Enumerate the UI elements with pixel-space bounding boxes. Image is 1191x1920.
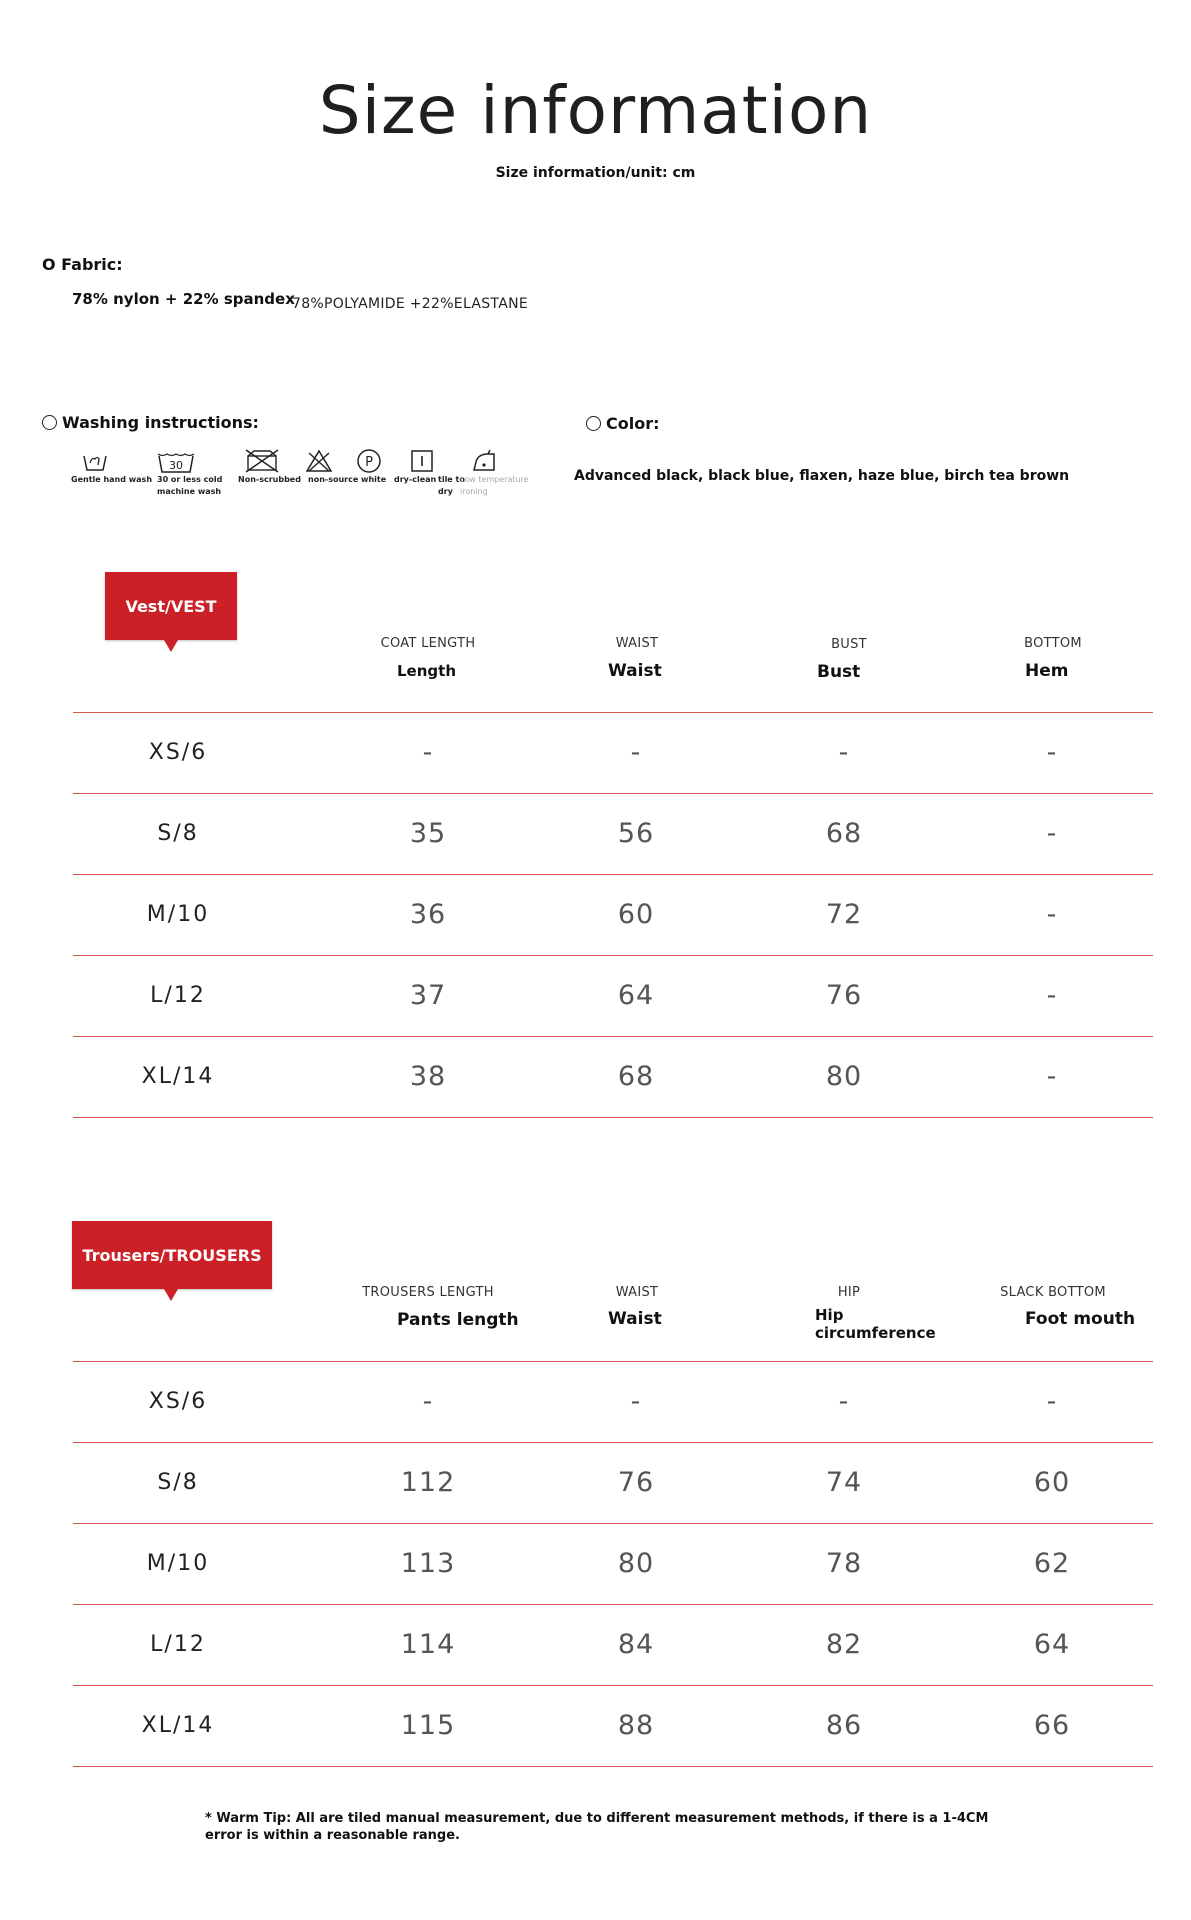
vest-col-hem-en: BOTTOM [1024,636,1082,651]
tile-dry-icon [410,449,434,473]
vest-table-row [73,1036,1153,1117]
trousers-value-cell: - [1046,1386,1058,1417]
wash-caption-no-scrub: Non-scrubbed [238,475,301,484]
vest-tag-arrow [164,640,178,652]
radio-circle-icon [42,415,57,430]
low-iron-icon [470,448,498,474]
vest-value-cell: - [1046,818,1058,849]
trousers-value-cell: 112 [400,1467,456,1498]
vest-size-cell: L/12 [150,983,206,1008]
wash-caption-machine-wash: 30 or less cold machine wash [157,475,223,496]
trousers-value-cell: 82 [825,1629,863,1660]
trousers-col-foot: Foot mouth [1025,1309,1136,1329]
trousers-tag: Trousers/TROUSERS [72,1221,272,1289]
dry-clean-p-icon [356,448,382,474]
page-title: Size information [318,72,873,149]
vest-value-cell: 64 [617,980,655,1011]
vest-value-cell: 35 [409,818,447,849]
vest-value-cell: 36 [409,899,447,930]
trousers-table-row [73,1604,1153,1685]
trousers-size-cell: L/12 [150,1632,206,1657]
no-bleach-icon [305,449,333,473]
vest-table-row [73,712,1153,793]
trousers-col-length: Pants length [397,1310,519,1330]
vest-value-cell: 76 [825,980,863,1011]
page-subtitle: Size information/unit: cm [495,165,696,181]
trousers-value-cell: 66 [1033,1710,1071,1741]
vest-value-cell: - [1046,737,1058,768]
trousers-value-cell: - [422,1386,434,1417]
vest-col-hem: Hem [1025,661,1069,681]
wash-caption-hand-wash: Gentle hand wash [71,475,153,484]
trousers-value-cell: 115 [400,1710,456,1741]
warm-tip: * Warm Tip: All are tiled manual measurement, due to different measurement methods, if there is a 1-4CM error is within a reasonable range. [205,1811,989,1843]
vest-size-cell: XS/6 [148,740,208,765]
vest-size-cell: XL/14 [141,1064,215,1089]
svg-text:P: P [365,455,373,470]
trousers-col-hip-en: HIP [837,1285,861,1300]
vest-value-cell: - [630,737,642,768]
vest-value-cell: - [422,737,434,768]
wash-caption-no-bleach: non-source white [308,475,387,484]
trousers-value-cell: 60 [1033,1467,1071,1498]
trousers-col-waist-en: WAIST [615,1285,659,1300]
vest-value-cell: 72 [825,899,863,930]
vest-value-cell: 68 [825,818,863,849]
vest-row-divider [73,1117,1153,1118]
trousers-value-cell: 113 [400,1548,456,1579]
vest-size-cell: M/10 [146,902,210,927]
vest-value-cell: - [1046,980,1058,1011]
no-scrub-icon [244,448,280,474]
trousers-value-cell: 114 [400,1629,456,1660]
color-label-text: Color: [606,414,660,433]
trousers-value-cell: - [838,1386,850,1417]
vest-col-bust: Bust [817,662,861,682]
vest-tag: Vest/VEST [105,572,237,640]
wash-caption-low-iron [460,474,546,498]
hand-wash-icon [82,450,108,474]
trousers-size-cell: XS/6 [148,1389,208,1414]
vest-col-length: Length [397,662,456,680]
wash-caption-tile-dry: tile to dry [438,475,465,496]
vest-col-bust-en: BUST [831,637,867,652]
vest-col-length-en: COAT LENGTH [380,636,476,651]
vest-value-cell: 56 [617,818,655,849]
trousers-value-cell: 64 [1033,1629,1071,1660]
color-values: Advanced black, black blue, flaxen, haze blue, birch tea brown [574,468,1070,484]
trousers-col-waist: Waist [608,1309,662,1329]
vest-value-cell: 60 [617,899,655,930]
trousers-value-cell: 62 [1033,1548,1071,1579]
vest-value-cell: 37 [409,980,447,1011]
trousers-table-row [73,1685,1153,1766]
trousers-size-cell: S/8 [157,1470,199,1495]
vest-value-cell: 38 [409,1061,447,1092]
trousers-row-divider [73,1766,1153,1767]
vest-table-row [73,874,1153,955]
wash-caption-low-iron-text: Low temperature ironing [460,475,529,496]
wash-caption-dry-clean: dry-clean [394,475,437,484]
fabric-composition-en: 78%POLYAMIDE +22%ELASTANE [292,296,528,312]
trousers-col-foot-en: SLACK BOTTOM [1000,1285,1106,1300]
vest-table-row [73,793,1153,874]
trousers-table-row [73,1523,1153,1604]
trousers-value-cell: 74 [825,1467,863,1498]
washing-label [42,413,259,432]
color-label [586,414,660,433]
vest-value-cell: - [1046,899,1058,930]
vest-value-cell: 80 [825,1061,863,1092]
trousers-value-cell: 76 [617,1467,655,1498]
trousers-col-length-en: TROUSERS LENGTH [362,1285,494,1300]
vest-value-cell: 68 [617,1061,655,1092]
trousers-size-cell: XL/14 [141,1713,215,1738]
trousers-size-cell: M/10 [146,1551,210,1576]
trousers-value-cell: 84 [617,1629,655,1660]
fabric-label: O Fabric: [42,255,123,274]
vest-size-cell: S/8 [157,821,199,846]
trousers-col-hip: Hip circumference [815,1306,936,1342]
trousers-value-cell: 86 [825,1710,863,1741]
trousers-value-cell: 78 [825,1548,863,1579]
trousers-tag-arrow [164,1289,178,1301]
trousers-table-row [73,1361,1153,1442]
trousers-table-row [73,1442,1153,1523]
vest-value-cell: - [838,737,850,768]
vest-value-cell: - [1046,1061,1058,1092]
machine-wash-30-icon [156,450,196,474]
radio-circle-icon [586,416,601,431]
trousers-value-cell: 88 [617,1710,655,1741]
vest-table-row [73,955,1153,1036]
trousers-value-cell: - [630,1386,642,1417]
vest-col-waist-en: WAIST [615,636,659,651]
washing-label-text: Washing instructions: [62,413,259,432]
trousers-value-cell: 80 [617,1548,655,1579]
vest-col-waist: Waist [608,661,662,681]
fabric-composition: 78% nylon + 22% spandex [72,290,295,308]
svg-text:30: 30 [169,459,183,472]
